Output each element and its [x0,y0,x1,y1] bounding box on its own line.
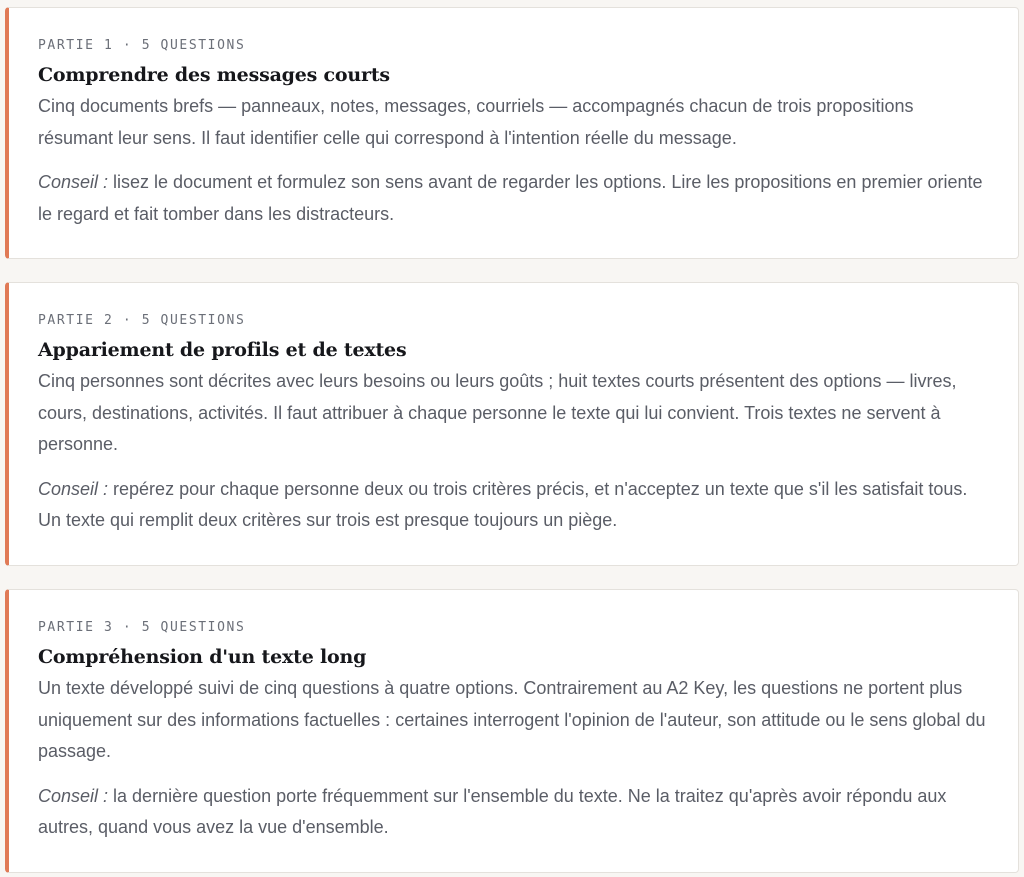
part-card-2 [5,282,1019,566]
part-title: Comprendre des messages courts [38,64,390,86]
part-label: PARTIE 2 · 5 QUESTIONS [38,313,246,328]
part-card-3 [5,589,1019,873]
tip-label: Conseil : [38,478,109,499]
tip-text: repérez pour chaque personne deux ou trois critères précis, et n'acceptez un texte que s'il les satisfait tous. Un texte qui remplit deux critères sur trois est presque toujours un piège. [38,478,968,530]
part-card-1 [5,7,1019,259]
tip-label: Conseil : [38,172,109,192]
tip-text: la dernière question porte fréquemment sur l'ensemble du texte. Ne la traitez qu'après avoir répondu aux autres, quand vous avez la vue d'ensemble. [38,785,947,837]
part-description: Un texte développé suivi de cinq questions à quatre options. Contrairement au A2 Key, les questions ne portent plus uniquement sur des informations factuelles : certaines interrogent l'opinion de l'auteur, son attitude ou le sens global du passage. [38,678,986,761]
part-tip [38,781,1018,844]
part-description: Cinq personnes sont décrites avec leurs besoins ou leurs goûts ; huit textes courts présentent des options — livres, cours, destinations, activités. Il faut attribuer à chaque personne le texte qui lui convient. Trois textes ne servent à personne. [38,371,957,454]
part-tip [38,474,1018,537]
part-title: Compréhension d'un texte long [38,646,367,668]
part-title: Appariement de profils et de textes [38,339,407,361]
tip-text: lisez le document et formulez son sens avant de regarder les options. Lire les propositions en premier oriente le regard et fait tomber dans les distracteurs. [38,172,983,224]
part-label: PARTIE 1 · 5 QUESTIONS [38,38,246,53]
part-label: PARTIE 3 · 5 QUESTIONS [38,620,246,635]
tip-label: Conseil : [38,785,109,806]
part-description: Cinq documents brefs — panneaux, notes, messages, courriels — accompagnés chacun de trois propositions résumant leur sens. Il faut identifier celle qui correspond à l'intention réelle du message. [38,96,914,148]
part-tip [38,167,1018,230]
